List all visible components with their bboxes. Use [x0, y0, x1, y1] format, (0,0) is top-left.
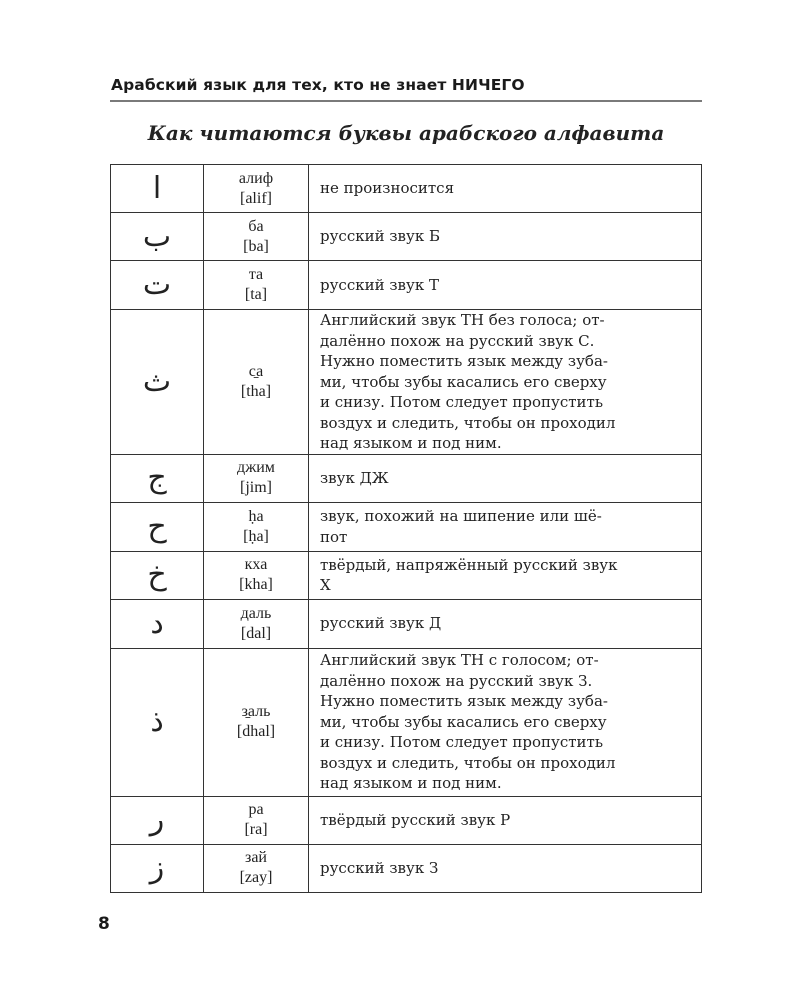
description-line: Английский звук TH без голоса; от-: [320, 311, 605, 329]
table-row: [111, 796, 702, 844]
description-line: воздух и следить, чтобы он проходил: [320, 753, 616, 772]
table-row: [111, 213, 702, 261]
arabic-letter: ت: [111, 261, 204, 310]
description-line: пот: [320, 527, 348, 546]
arabic-letter: ر: [111, 796, 204, 844]
pronunciation-description: [309, 454, 702, 502]
arabic-letter: ث: [111, 310, 204, 455]
pronunciation-description: [309, 648, 702, 796]
description-line: ми, чтобы зубы касались его сверху: [320, 712, 607, 731]
letter-name-cell: [204, 502, 309, 551]
letter-name-cell: [204, 454, 309, 502]
letter-name-transliteration: [jim]: [240, 479, 272, 496]
letter-name-transliteration: [ba]: [243, 237, 269, 255]
table-row: [111, 310, 702, 455]
pronunciation-description: [309, 310, 702, 455]
description-line: русский звук Т: [320, 275, 439, 294]
alphabet-table: [110, 164, 702, 893]
letter-name-cell: [204, 796, 309, 844]
table-row: [111, 454, 702, 502]
letter-name-transliteration: [alif]: [240, 189, 272, 207]
arabic-letter: ب: [111, 213, 204, 261]
description-line: твёрдый русский звук Р: [320, 810, 511, 829]
pronunciation-description: [309, 165, 702, 213]
page-number: 8: [98, 914, 110, 934]
arabic-letter: ز: [111, 844, 204, 892]
running-head: Арабский язык для тех, кто не знает НИЧЕГО: [111, 76, 525, 94]
letter-name-russian: даль: [240, 604, 272, 622]
arabic-letter: د: [111, 599, 204, 648]
table-row: [111, 261, 702, 310]
description-line: не произносится: [320, 179, 455, 198]
letter-name-russian: зай: [245, 849, 267, 866]
letter-name-cell: [204, 599, 309, 648]
letter-name-russian: кха: [244, 556, 268, 573]
letter-name-russian: ḥа: [248, 507, 264, 525]
description-line: Х: [320, 576, 331, 594]
description-line: Английский звук TH с голосом; от-: [320, 651, 599, 670]
pronunciation-description: [309, 551, 702, 599]
letter-name-transliteration: [zay]: [239, 869, 273, 886]
letter-name-cell: [204, 310, 309, 455]
letter-name-russian: алиф: [238, 169, 274, 187]
pronunciation-description: [309, 502, 702, 551]
description-line: над языком и под ним.: [320, 774, 502, 793]
description-line: русский звук Б: [320, 227, 440, 246]
table-row: [111, 165, 702, 213]
arabic-letter: ح: [111, 502, 204, 551]
description-line: твёрдый, напряжённый русский звук: [320, 555, 618, 574]
description-line: русский звук З: [320, 858, 439, 877]
letter-name-transliteration: [dhal]: [236, 723, 276, 740]
alphabet-table-body: [111, 165, 702, 893]
table-row: [111, 551, 702, 599]
letter-name-russian: джим: [237, 459, 275, 476]
letter-name-russian: с̱а: [248, 362, 264, 380]
description-line: над языком и под ним.: [320, 434, 502, 452]
table-row: [111, 844, 702, 892]
description-line: и снизу. Потом следует пропустить: [320, 733, 604, 752]
pronunciation-description: [309, 844, 702, 892]
description-line: Нужно поместить язык между зуба-: [320, 692, 608, 711]
table-row: [111, 502, 702, 551]
letter-name-transliteration: [kha]: [239, 576, 273, 593]
pronunciation-description: [309, 599, 702, 648]
letter-name-russian: з̱аль: [241, 703, 271, 720]
letter-name-russian: ра: [248, 801, 264, 818]
letter-name-transliteration: [ḥa]: [243, 527, 269, 545]
description-line: Нужно поместить язык между зуба-: [320, 352, 608, 370]
arabic-letter: خ: [111, 551, 204, 599]
letter-name-russian: та: [248, 266, 264, 283]
header-divider: [110, 100, 702, 102]
pronunciation-description: [309, 261, 702, 310]
letter-name-cell: [204, 165, 309, 213]
page-title: Как читаются буквы арабского алфавита: [147, 121, 665, 145]
letter-name-cell: [204, 551, 309, 599]
letter-name-transliteration: [ta]: [244, 286, 268, 303]
letter-name-russian: ба: [248, 217, 264, 235]
letter-name-cell: [204, 213, 309, 261]
letter-name-cell: [204, 261, 309, 310]
description-line: ми, чтобы зубы касались его сверху: [320, 372, 607, 391]
letter-name-cell: [204, 844, 309, 892]
description-line: и снизу. Потом следует пропустить: [320, 393, 604, 411]
description-line: далённо похож на русский звук З.: [320, 671, 593, 690]
letter-name-transliteration: [dal]: [240, 624, 272, 642]
description-line: далённо похож на русский звук С.: [320, 331, 595, 350]
table-row: [111, 648, 702, 796]
description-line: русский звук Д: [320, 614, 442, 633]
arabic-letter: ا: [111, 165, 204, 213]
table-row: [111, 599, 702, 648]
letter-name-transliteration: [tha]: [240, 382, 272, 400]
arabic-letter: ذ: [111, 648, 204, 796]
pronunciation-description: [309, 213, 702, 261]
description-line: звук ДЖ: [320, 468, 389, 487]
description-line: воздух и следить, чтобы он проходил: [320, 413, 616, 432]
arabic-letter: ج: [111, 454, 204, 502]
description-line: звук, похожий на шипение или шё-: [320, 507, 602, 525]
letter-name-transliteration: [ra]: [244, 821, 268, 838]
pronunciation-description: [309, 796, 702, 844]
letter-name-cell: [204, 648, 309, 796]
